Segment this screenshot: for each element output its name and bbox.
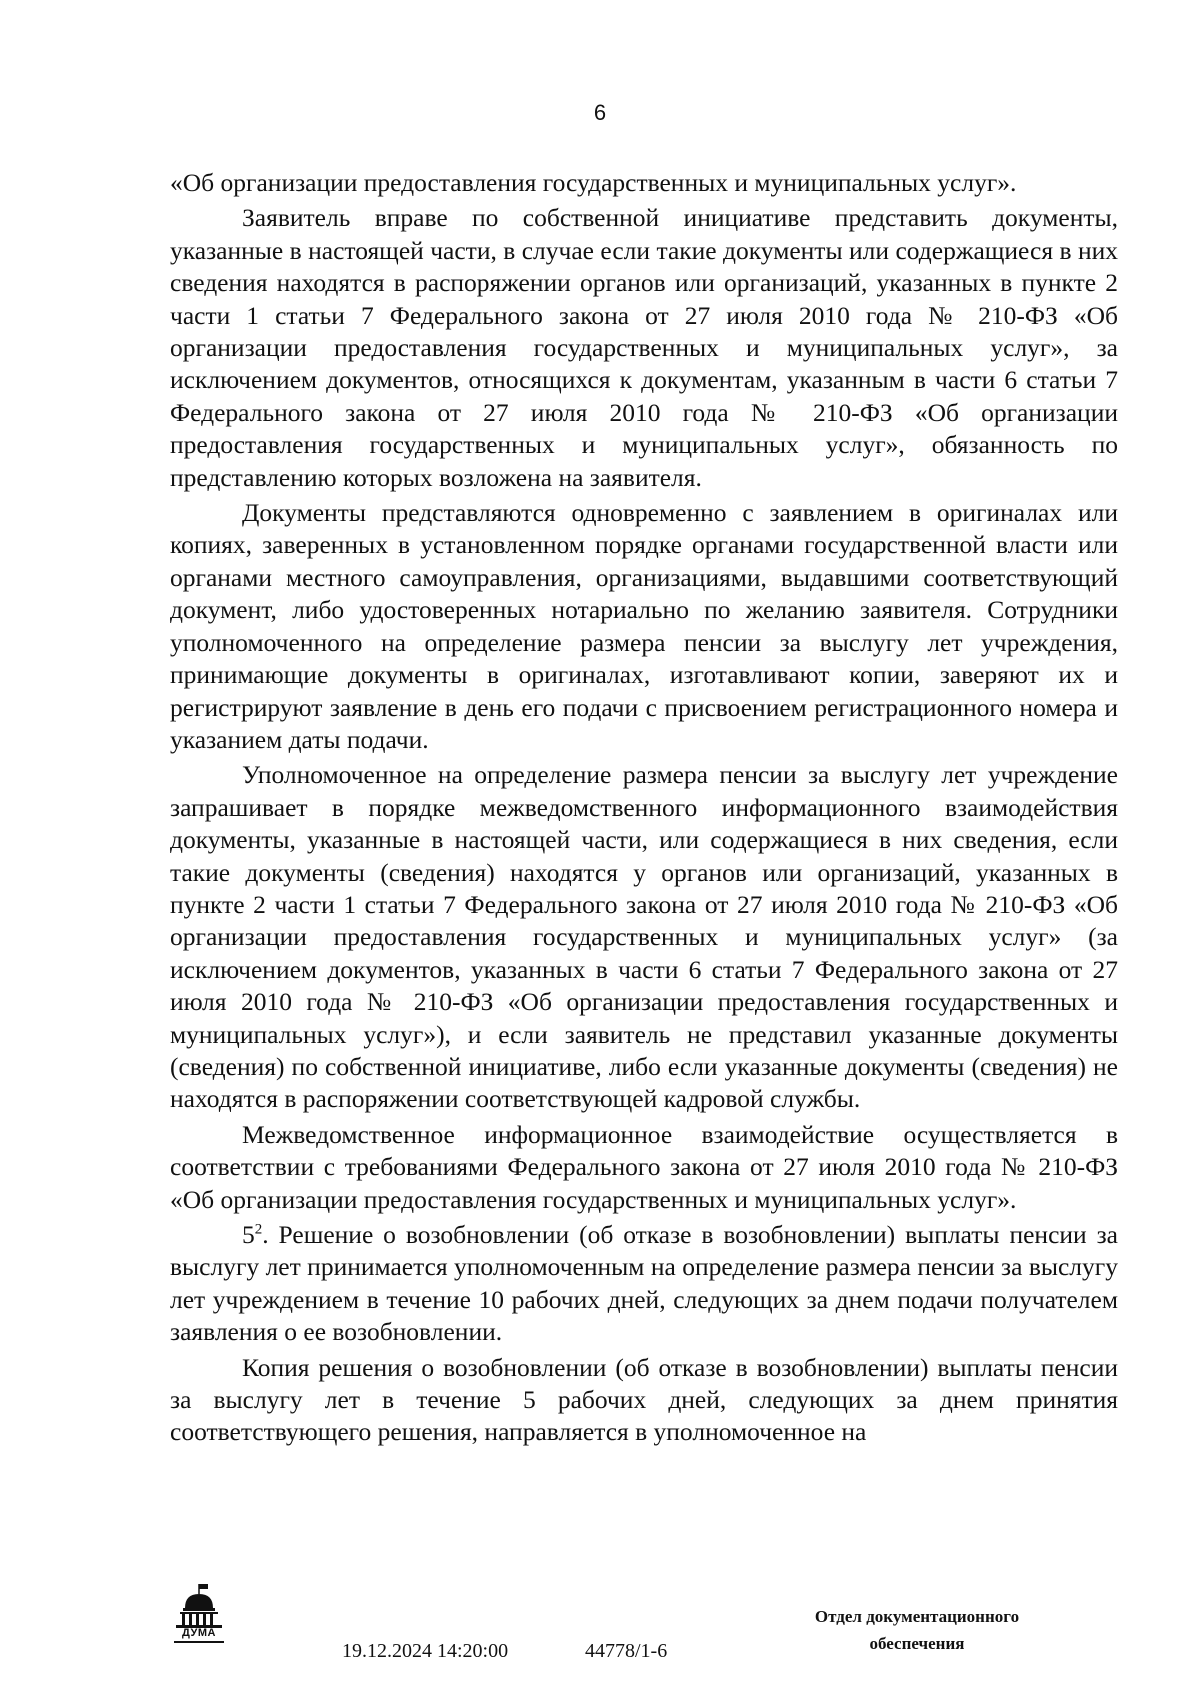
paragraph-documents-submission: Документы представляются одновременно с заявлением в оригиналах или копиях, заверенных в установленном порядке органами государственной власти или органами местного самоуправления, организациями, выдавшими соответствующий документ, либо удостоверенных нотариально по желанию заявителя. Сотрудники уполномоченного на определение размера пенсии за выслугу лет учреждения, принимающие документы в оригиналах, изготавливают копии, заверяют их и регистрируют заявление в день его подачи с присвоением регистрационного номера и указанием даты подачи. (170, 498, 1118, 754)
document-reference-number: 44778/1-6 (585, 1640, 668, 1662)
department-line-2: обеспечения (869, 1634, 965, 1653)
page-number: 6 (593, 100, 607, 125)
paragraph-decision-copy: Копия решения о возобновлении (об отказе в возобновлении) выплаты пенсии за выслугу лет в течение 5 рабочих дней, следующих за днем принятия соответствующего решения, направляется в уполномоченное на (170, 1352, 1118, 1447)
paragraph-interagency-request: Уполномоченное на определение размера пенсии за выслугу лет учреждение запрашивает в порядке межведомственного информационного взаимодействия документы, указанные в настоящей части, или содержащиеся в них сведения, если такие документы (сведения) находятся у органов или организаций, указанных в пункте 2 части 1 статьи 7 Федерального закона от 27 июля 2010 года № 210-ФЗ «Об организации предоставления государственных и муниципальных услуг» (за исключением документов, указанных в части 6 статьи 7 Федерального закона от 27 июля 2010 года № 210-ФЗ «Об организации предоставления государственных и муниципальных услуг»), и если заявитель не представил указанные документы (сведения) по собственной инициативе, либо если указанные документы (сведения) не находятся в распоряжении соответствующей кадровой службы. (170, 760, 1118, 1114)
item-text: . Решение о возобновлении (об отказе в возобновлении) выплаты пенсии за выслугу лет принимается уполномоченным на определение размера пенсии за выслугу лет учреждением в течение 10 рабочих дней, следующих за днем подачи получателем заявления о ее возобновлении. (170, 1220, 1118, 1347)
paragraph-interagency-cooperation: Межведомственное информационное взаимодействие осуществляется в соответствии с требованиями Федерального закона от 27 июля 2010 года № 210-ФЗ «Об организации предоставления государственных и муниципальных услуг». (170, 1119, 1118, 1214)
department-stamp (752, 1603, 1082, 1657)
registration-datetime: 19.12.2024 14:20:00 (342, 1640, 509, 1662)
paragraph-continuation: «Об организации предоставления государственных и муниципальных услуг». (170, 168, 1017, 197)
document-body (170, 167, 1118, 1449)
paragraph-applicant-right: Заявитель вправе по собственной инициативе представить документы, указанные в настоящей части, в случае если такие документы или содержащиеся в них сведения находятся в распоряжении органов или организаций, указанных в пункте 2 части 1 статьи 7 Федерального закона от 27 июля 2010 года № 210-ФЗ «Об организации предоставления государственных и муниципальных услуг», за исключением документов, относящихся к документам, указанным в части 6 статьи 7 Федерального закона от 27 июля 2010 года № 210-ФЗ «Об организации предоставления государственных и муниципальных услуг», обязанность по представлению которых возложена на заявителя. (170, 203, 1118, 492)
item-superscript: 2 (254, 1221, 263, 1238)
item-number: 5 (242, 1220, 255, 1249)
paragraph-item-5-2 (170, 1219, 1118, 1349)
duma-building-icon (170, 1582, 228, 1644)
department-line-1: Отдел документационного (814, 1607, 1020, 1626)
duma-logo-text: ДУМА (182, 1627, 216, 1639)
